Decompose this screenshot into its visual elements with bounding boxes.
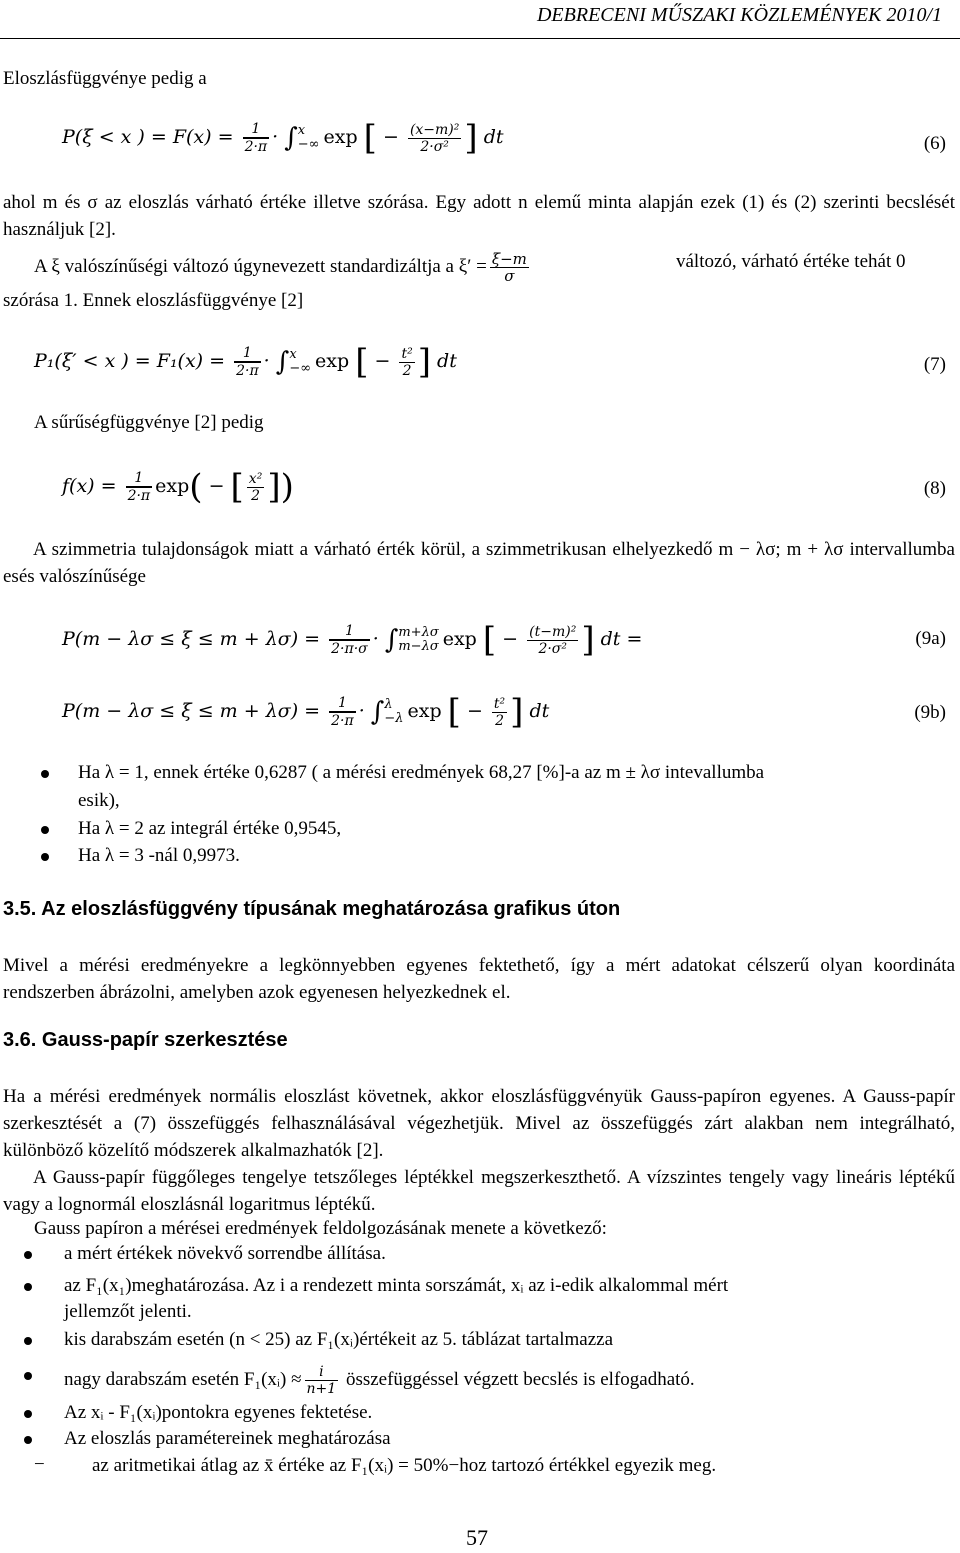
list-item-continued: jellemzőt jelenti. — [64, 1301, 192, 1322]
bullet-icon — [24, 1251, 32, 1259]
list-item: Ha λ = 2 az integrál értéke 0,9545, — [78, 818, 342, 839]
paragraph-4: A szimmetria tulajdonságok miatt a várható érték körül, a szimmetrikusan elhelyezkedő m − λσ; m + λσ intervallumba esés valószínűsége — [3, 539, 955, 587]
bullet-icon — [41, 853, 49, 861]
bullet-icon — [41, 826, 49, 834]
list-item: Az xᵢ - F₁(xᵢ)pontokra egyenes fektetése. — [64, 1402, 373, 1423]
equation-number-9a: (9a) — [915, 628, 946, 649]
list-item: Az eloszlás paramétereinek meghatározása — [64, 1428, 391, 1449]
section-heading-3-5: 3.5. Az eloszlásfüggvény típusának meghatározása grafikus úton — [3, 898, 621, 920]
dash-list-item: az aritmetikai átlag az x̄ értéke az F₁(xᵢ) = 50%−hoz tartozó értékkel egyezik meg. — [92, 1455, 717, 1476]
dash-marker: − — [34, 1454, 45, 1475]
paragraph-3: A sűrűségfüggvénye [2] pedig — [34, 412, 264, 433]
paragraph-1: ahol m és σ az eloszlás várható értéke illetve szórása. Egy adott n elemű minta alapján ezek (1) és (2) szerinti becslését használjuk [2]. — [3, 192, 955, 240]
page-number: 57 — [466, 1525, 488, 1550]
list-item: Ha λ = 1, ennek értéke 0,6287 ( a mérési eredmények 68,27 [%]-a az m ± λσ intevallumba — [78, 762, 765, 783]
journal-header: DEBRECENI MŰSZAKI KÖZLEMÉNYEK 2010/1 — [536, 4, 942, 26]
section-heading-3-6: 3.6. Gauss-papír szerkesztése — [3, 1029, 288, 1051]
equation-number-6: (6) — [923, 133, 946, 154]
bullet-icon — [24, 1337, 32, 1345]
equation-6: P(ξ < x ) = F(x) = $\frac{1}{2\cdot\pi}$ · ∫ x −∞ exp [ − $\frac{\text{(x−m)²}}{\text{2·σ²}}$ ] dt — [62, 118, 504, 158]
paragraph-7: A Gauss-papír függőleges tengelye tetszőleges léptékkel megszerkeszthető. A vízszintes tengely vagy lineáris léptékű vagy a lognormál eloszlásnál logaritmus léptékű. — [3, 1167, 955, 1215]
paragraph-8: Gauss papíron a mérései eredmények feldolgozásának menete a következő: — [34, 1218, 607, 1239]
bullet-icon — [24, 1372, 32, 1380]
list-item: az F₁(x₁)meghatározása. Az i a rendezett minta sorszámát, xᵢ az i-edik alkalommal mért — [64, 1275, 729, 1296]
intro-text: Eloszlásfüggvénye pedig a — [3, 68, 207, 89]
bullet-icon — [24, 1283, 32, 1291]
paragraph-2-line2: szórása 1. Ennek eloszlásfüggvénye [2] — [3, 290, 304, 311]
equation-9a: P(m − λσ ≤ ξ ≤ m + λσ) = $\frac{1}{2\cdot\pi\cdot\sigma}$ · ∫ m+λσ m−λσ exp [ − $\frac{\text{(t−m)²}}{\text{2·σ²}}$ ] dt = — [62, 620, 643, 660]
bullet-icon — [24, 1436, 32, 1444]
paragraph-2-line1-end: változó, várható értéke tehát 0 — [676, 251, 906, 272]
equation-number-7: (7) — [923, 354, 946, 375]
bullet-icon — [24, 1410, 32, 1418]
list-item: a mért értékek növekvő sorrendbe állítása. — [64, 1243, 386, 1264]
paragraph-6: Ha a mérési eredmények normális eloszlást követnek, akkor eloszlásfüggvényük Gauss-papíron egyenes. A Gauss-papír szerkesztését a (7) összefüggés felhasználásával végezhetjük. Mivel az összefüggés zárt alakban nem integrálható, különböző közelítő módszerek alkalmazhatók [2]. — [3, 1086, 955, 1161]
list-item-continued: esik), — [78, 790, 120, 811]
bullet-icon — [41, 770, 49, 778]
header-rule — [0, 38, 960, 39]
equation-number-9b: (9b) — [914, 702, 946, 723]
equation-7: P₁(ξ′ < x ) = F₁(x) = $\frac{1}{2\cdot\pi}$ · ∫ x −∞ exp [ − $\frac{\text{t²}}{2}$ ] dt — [34, 342, 457, 382]
equation-8: f(x) = $\frac{1}{2\cdot\pi}$ exp( − [ $\frac{\text{x²}}{2}$ ]) — [62, 467, 294, 507]
paragraph-2-line1: A ξ valószínűségi változó úgynevezett standardizáltja a ξ′ = $\frac{\xi-m}{\sigma}$ — [34, 250, 527, 285]
equation-9b: P(m − λσ ≤ ξ ≤ m + λσ) = $\frac{1}{2\cdot\pi}$ · ∫ λ −λ exp [ − $\frac{\text{t²}}{2}$ ] dt — [62, 692, 550, 732]
list-item: nagy darabszám esetén F₁(xᵢ) ≈ $\frac{i}{n+1}$ összefüggéssel végzett becslés is elfogadható. — [64, 1364, 695, 1397]
equation-number-8: (8) — [923, 478, 946, 499]
paragraph-5: Mivel a mérési eredményekre a legkönnyebben egyenes fektethető, így a mért adatokat célszerű olyan koordináta rendszerben ábrázolni, amelyben azok egyenesen helyezkednek el. — [3, 955, 955, 1003]
list-item: kis darabszám esetén (n < 25) az F₁(xᵢ)értékeit az 5. táblázat tartalmazza — [64, 1329, 614, 1350]
list-item: Ha λ = 3 -nál 0,9973. — [78, 845, 240, 866]
